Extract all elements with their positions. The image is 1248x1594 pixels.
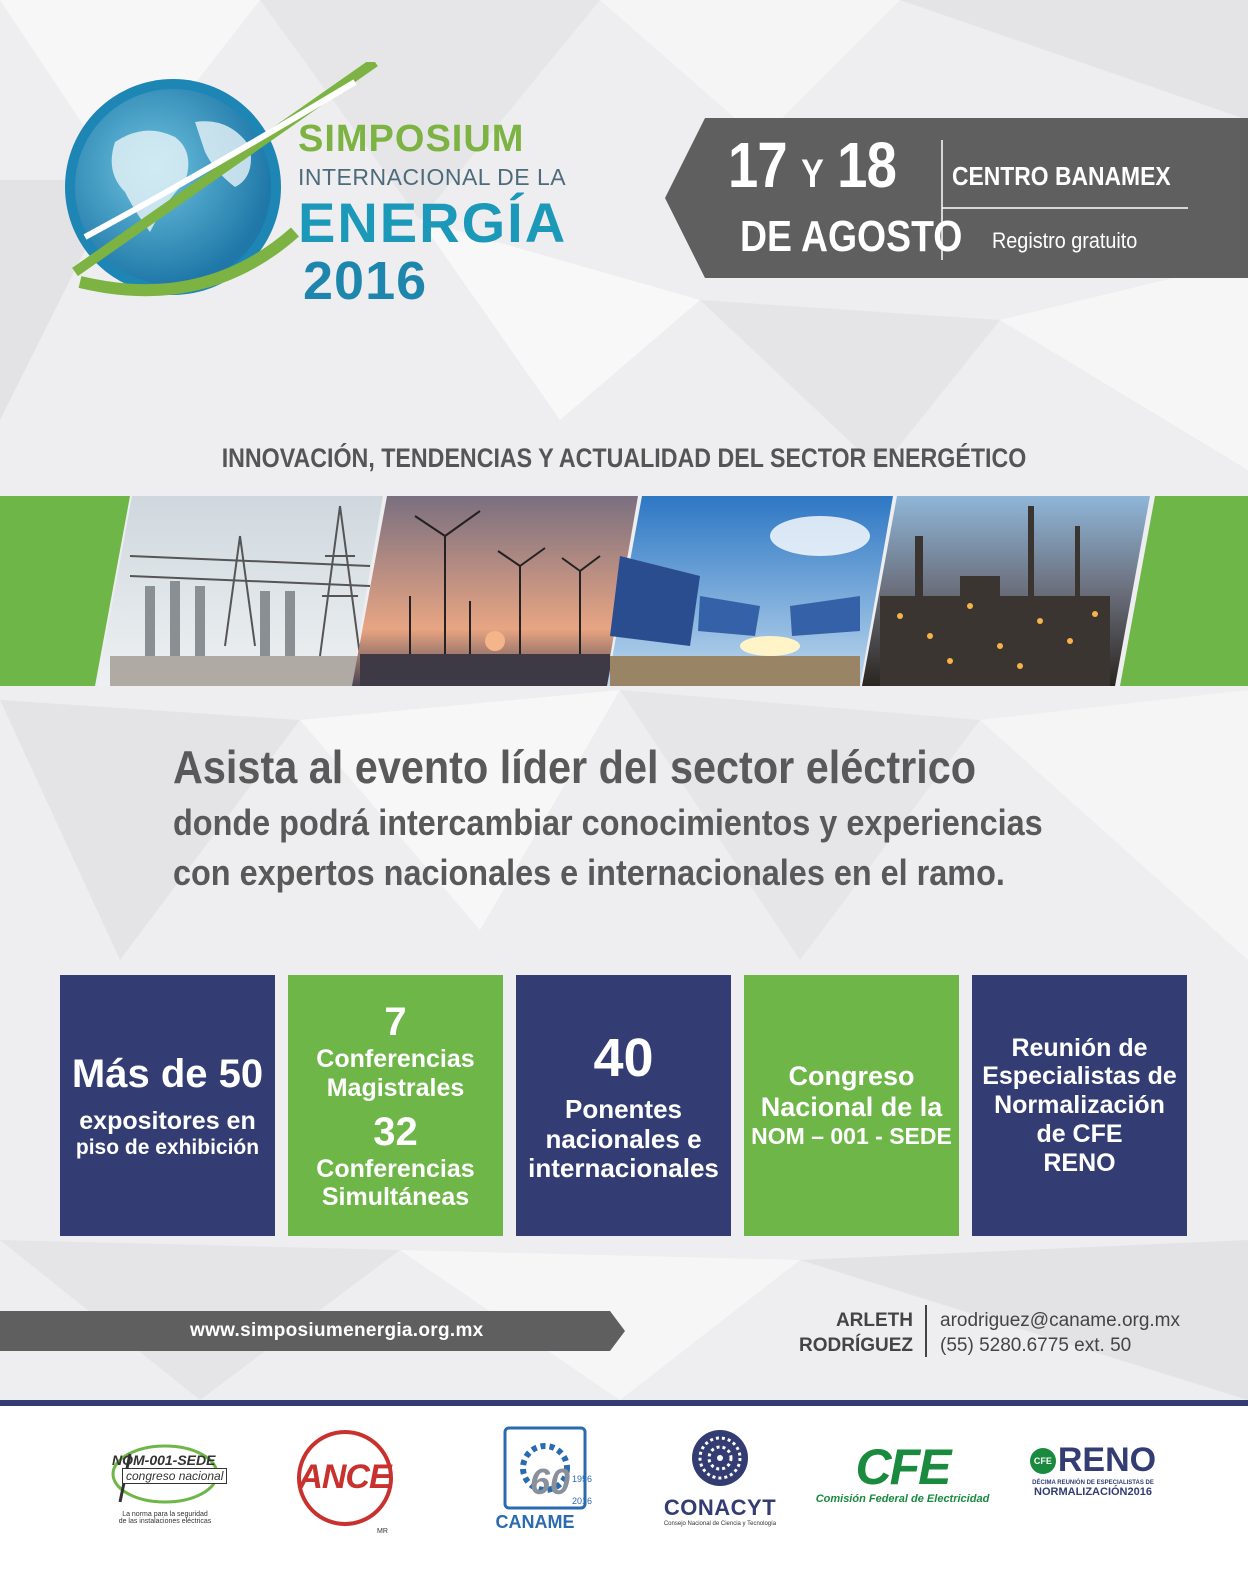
conacyt-emblem-icon — [685, 1428, 755, 1490]
contact-divider — [925, 1305, 927, 1357]
photo-strip — [0, 496, 1248, 686]
sponsor-footer — [0, 1400, 1248, 1594]
nom-001-sede-logo — [100, 1444, 230, 1525]
stat-keynote-count: 7 — [384, 1000, 407, 1044]
conacyt-name: CONACYT — [663, 1495, 777, 1520]
tagline: INNOVACIÓN, TENDENCIAS Y ACTUALIDAD DEL SECTOR ENERGÉTICO — [221, 443, 1027, 473]
reno-cfe-badge: CFE — [1030, 1448, 1056, 1474]
stat-reno-line1: Reunión de — [1011, 1033, 1148, 1062]
stat-reno-line5: RENO — [1043, 1148, 1116, 1177]
cfe-name: CFE — [855, 1439, 950, 1495]
stat-speakers-line2: nacionales e — [545, 1123, 702, 1154]
stat-simultaneous-label2: Simultáneas — [321, 1183, 470, 1212]
headline-main: Asista al evento líder del sector eléctrico — [173, 741, 977, 793]
stat-speakers-count: 40 — [593, 1027, 654, 1088]
conacyt-logo — [650, 1428, 790, 1527]
contact-first-name: ARLETH — [835, 1310, 913, 1331]
stat-reno-line3: Normalización — [994, 1091, 1165, 1120]
contact-last-name: RODRÍGUEZ — [799, 1335, 913, 1356]
stat-congress-line1: Congreso — [788, 1061, 915, 1092]
stat-box-congress — [744, 975, 959, 1236]
logo-line-simposium: SIMPOSIUM — [298, 118, 525, 160]
nom-caption1: La norma para la seguridad — [122, 1511, 208, 1518]
stat-reno-line4: de CFE — [1036, 1119, 1123, 1148]
stat-simultaneous-label1: Conferencias — [316, 1154, 475, 1183]
event-venue: CENTRO BANAMEX — [952, 161, 1171, 191]
stat-congress-line2: Nacional de la — [760, 1092, 943, 1123]
caname-name: CANAME — [495, 1512, 575, 1532]
logo-line-internacional: INTERNACIONAL DE LA — [298, 164, 567, 190]
wind-farm-photo — [352, 496, 638, 686]
stat-exhibitors-count: Más de 50 — [71, 1052, 264, 1097]
stat-exhibitors-line2: piso de exhibición — [75, 1135, 260, 1159]
reno-logo — [1013, 1441, 1173, 1498]
stat-box-speakers — [516, 975, 731, 1236]
stat-simultaneous-count: 32 — [373, 1109, 418, 1154]
ance-logo — [285, 1428, 405, 1538]
nom-title: NOM-001-SEDE — [112, 1452, 216, 1468]
stat-keynote-label1: Conferencias — [316, 1045, 475, 1073]
reno-name: RENO — [1057, 1441, 1157, 1479]
logo-line-energia: ENERGÍA — [298, 191, 568, 254]
refinery-photo — [862, 496, 1150, 686]
caname-anniversary: 60 — [530, 1461, 571, 1502]
cfe-logo — [815, 1441, 990, 1505]
headline-sub-line1: donde podrá intercambiar conocimientos y experiencias — [173, 802, 1043, 843]
contact-info — [940, 1308, 1180, 1358]
headline-sub — [173, 798, 1043, 898]
nom-caption2: de las instalaciones eléctricas — [118, 1518, 212, 1525]
stat-reno-line2: Especialistas de — [982, 1062, 1177, 1091]
stat-box-reno — [972, 975, 1187, 1236]
stat-exhibitors-line1: expositores en — [79, 1107, 256, 1136]
event-month: DE AGOSTO — [740, 212, 963, 261]
website-link[interactable]: www.simposiumenergia.org.mx — [190, 1320, 484, 1341]
registration-note: Registro gratuito — [992, 228, 1138, 253]
headline-sub-line2: con expertos nacionales e internacionales en el ramo. — [173, 852, 1005, 893]
substation-photo — [97, 496, 383, 686]
logo-line-year: 2016 — [303, 251, 428, 311]
caname-year-end: 2016 — [572, 1496, 593, 1506]
contact-phone: (55) 5280.6775 ext. 50 — [940, 1335, 1132, 1356]
ance-mark: MR — [377, 1528, 388, 1535]
caname-year-start: 1956 — [572, 1474, 593, 1484]
stat-box-exhibitors — [60, 975, 275, 1236]
contact-name — [780, 1308, 913, 1358]
solar-panels-photo — [607, 496, 893, 686]
stat-box-conferences — [288, 975, 503, 1236]
reno-subtitle1: DÉCIMA REUNIÓN DE ESPECIALISTAS DE — [1032, 1480, 1154, 1486]
stat-speakers-line1: Ponentes — [564, 1093, 683, 1124]
stat-speakers-line3: internacionales — [528, 1153, 719, 1184]
event-dates: 17 Y 18 — [728, 129, 896, 201]
conacyt-subtitle: Consejo Nacional de Ciencia y Tecnología — [663, 1521, 777, 1527]
reno-subtitle2: NORMALIZACIÓN2016 — [1034, 1486, 1152, 1498]
contact-email[interactable]: arodriguez@caname.org.mx — [940, 1310, 1181, 1331]
ance-name: ANCE — [298, 1458, 391, 1496]
caname-logo — [490, 1426, 605, 1536]
nom-subtitle: congreso nacional — [122, 1468, 227, 1484]
stat-congress-line3: NOM – 001 - SEDE — [751, 1123, 952, 1150]
cfe-subtitle: Comisión Federal de Electricidad — [815, 1493, 990, 1505]
stat-keynote-label2: Magistrales — [326, 1073, 465, 1102]
